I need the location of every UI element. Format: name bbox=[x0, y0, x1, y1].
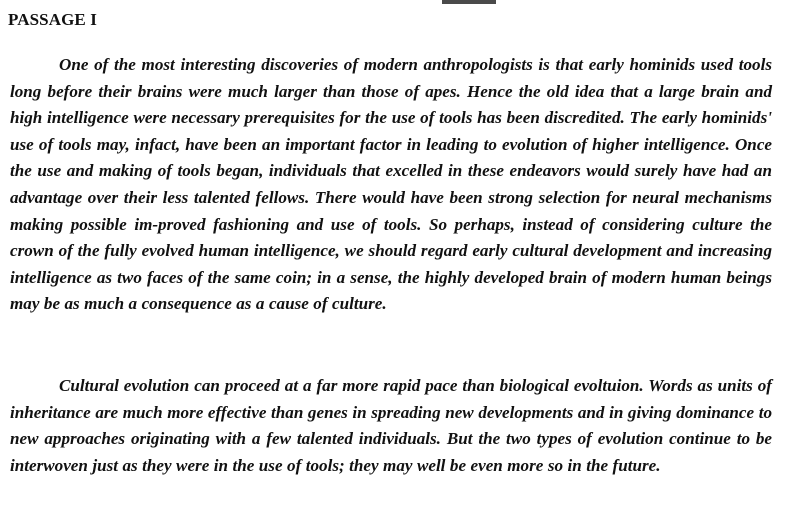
passage-heading: PASSAGE I bbox=[8, 10, 97, 29]
passage-paragraph-2: Cultural evolution can proceed at a far more rapid pace than biological evoltuion. Words as units of inheritance are much more effective than genes in spreading new developments and in giving dominance to new approaches originating with a few talented individuals. But the two types of evolution continue to be interwoven just as they were in the use of tools; they may well be even more so in the future. bbox=[10, 376, 772, 475]
passage-paragraph-1: One of the most interesting discoveries of modern anthropologists is that early hominids used tools long before their brains were much larger than those of apes. Hence the old idea that a large brain and high intelligence were necessary prerequisites for the use of tools has been discredited. The early hominids' use of tools may, infact, have been an important factor in leading to evolution of higher intelligence. Once the use and making of tools began, individuals that excelled in these endeavors would surely have had an advantage over their less talented fellows. There would have been strong selection for neural mechanisms making possible im-proved fashioning and use of tools. So perhaps, instead of considering culture the crown of the fully evolved human intelligence, we should regard early cultural development and increasing intelligence as two faces of the same coin; in a sense, the highly developed brain of modern human beings may be as much a consequence as a cause of culture. bbox=[10, 55, 772, 314]
top-edge-mark bbox=[442, 0, 496, 4]
